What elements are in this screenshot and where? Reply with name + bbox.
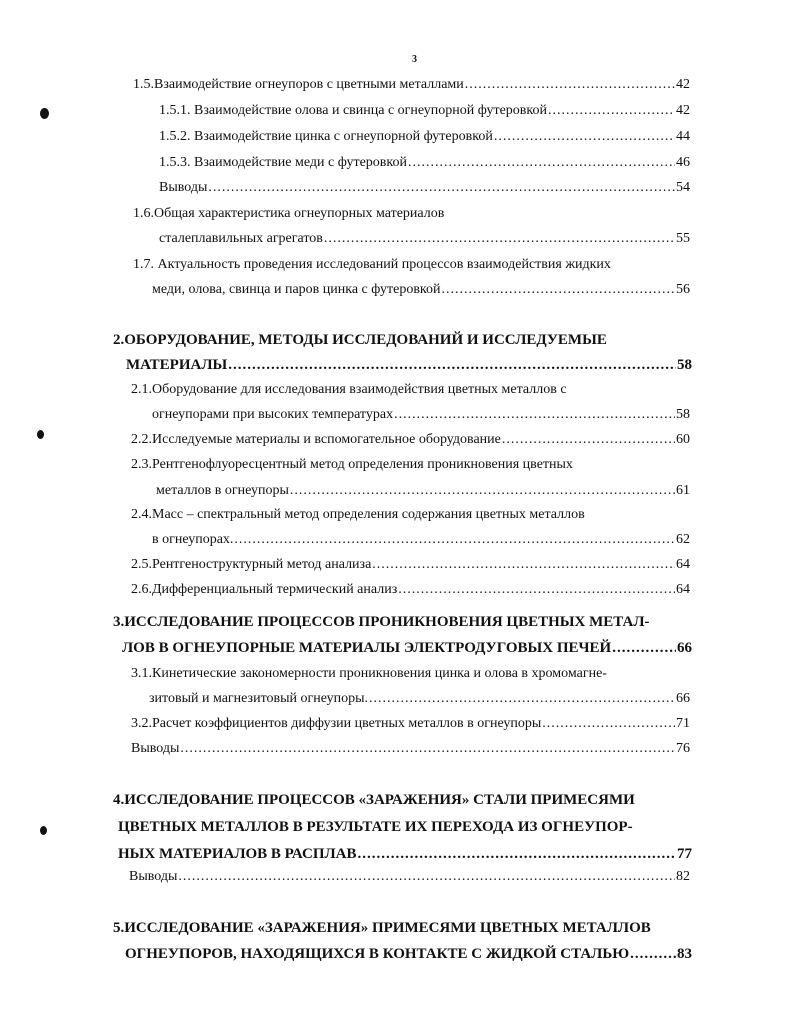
toc-entry — [159, 100, 690, 122]
toc-entry — [133, 74, 690, 96]
toc-chapter — [118, 843, 692, 865]
toc-entry — [152, 529, 690, 551]
toc-leader-dots — [630, 943, 676, 965]
toc-chapter-title: 2.ОБОРУДОВАНИЕ, МЕТОДЫ ИССЛЕДОВАНИЙ И ИССЛЕДУЕМЫЕ — [113, 332, 607, 348]
toc-entry — [131, 738, 690, 760]
toc-chapter-title: 3.ИССЛЕДОВАНИЕ ПРОЦЕССОВ ПРОНИКНОВЕНИЯ ЦВЕТНЫХ МЕТАЛ- — [113, 614, 650, 630]
toc-chapter-page: 83 — [677, 946, 692, 962]
toc-entry-page: 42 — [676, 77, 690, 92]
toc-entry-page: 55 — [676, 231, 690, 246]
toc-entry-page: 46 — [676, 155, 690, 170]
toc-entry-title: металлов в огнеупоры — [156, 483, 289, 498]
toc-entry-title: 2.6.Дифференциальный термический анализ — [131, 582, 398, 597]
toc-entry-page: 61 — [676, 483, 690, 498]
toc-leader-dots — [178, 866, 675, 888]
toc-entry — [131, 454, 690, 476]
toc-entry-title: 2.4.Масс – спектральный метод определения содержания цветных металлов — [131, 507, 585, 522]
toc-entry — [152, 279, 690, 301]
toc-entry — [131, 429, 690, 451]
toc-entry-page: 54 — [676, 180, 690, 195]
toc-leader-dots — [394, 404, 675, 426]
toc-entry-title: огнеупорами при высоких температурах — [152, 407, 394, 422]
toc-entry-title: зитовый и магнезитовый огнеупоры. — [149, 691, 369, 706]
toc-leader-dots — [234, 529, 675, 551]
toc-leader-dots — [180, 738, 675, 760]
toc-chapter — [113, 917, 690, 939]
toc-entry — [129, 866, 690, 888]
toc-entry — [131, 504, 690, 526]
toc-leader-dots — [208, 177, 675, 199]
toc-chapter — [113, 329, 690, 351]
toc-entry — [159, 126, 690, 148]
toc-entry-title: меди, олова, свинца и паров цинка с футеровкой — [152, 282, 441, 297]
toc-chapter-page: 66 — [677, 640, 692, 656]
toc-chapter-page: 58 — [677, 357, 692, 373]
toc-entry-title: 3.1.Кинетические закономерности проникновения цинка и олова в хромомагне- — [131, 666, 607, 681]
toc-entry-page: 58 — [676, 407, 690, 422]
toc-leader-dots — [465, 74, 675, 96]
toc-leader-dots — [372, 554, 675, 576]
toc-entry — [133, 203, 690, 225]
toc-entry-page: 71 — [676, 716, 690, 731]
toc-entry-page: 82 — [676, 869, 690, 884]
toc-entry — [149, 688, 690, 710]
toc-entry-title: 1.5.Взаимодействие огнеупоров с цветными металлами — [133, 77, 464, 92]
toc-leader-dots — [290, 480, 675, 502]
toc-chapter-page: 77 — [677, 846, 692, 862]
toc-entry-title: 2.2.Исследуемые материалы и вспомогательное оборудование — [131, 432, 501, 447]
toc-entry-page: 64 — [676, 582, 690, 597]
toc-entry-title: сталеплавильных агрегатов — [159, 231, 323, 246]
toc-leader-dots — [542, 713, 675, 735]
toc-leader-dots — [502, 429, 675, 451]
toc-entry-page: 62 — [676, 532, 690, 547]
toc-entry-title: 3.2.Расчет коэффициентов диффузии цветных металлов в огнеупоры — [131, 716, 542, 731]
toc-chapter — [126, 354, 692, 376]
toc-entry-page: 44 — [676, 129, 690, 144]
toc-chapter — [113, 611, 690, 633]
toc-entry-page: 60 — [676, 432, 690, 447]
scan-speck — [40, 826, 47, 835]
toc-chapter — [113, 789, 690, 811]
toc-entry-page: 66 — [676, 691, 690, 706]
toc-chapter-title: МАТЕРИАЛЫ — [126, 357, 228, 373]
toc-entry — [131, 663, 690, 685]
toc-entry-title: 1.5.2. Взаимодействие цинка с огнеупорной футеровкой — [159, 129, 493, 144]
toc-chapter-title: ОГНЕУПОРОВ, НАХОДЯЩИХСЯ В КОНТАКТЕ С ЖИДКОЙ СТАЛЬЮ — [125, 946, 630, 962]
toc-entry — [133, 254, 690, 276]
toc-entry-title: 2.3.Рентгенофлуоресцентный метод определения проникновения цветных — [131, 457, 573, 472]
scan-speck — [40, 108, 49, 119]
toc-entry-page: 64 — [676, 557, 690, 572]
toc-entry-title: Выводы — [131, 741, 180, 756]
toc-entry-title: 1.6.Общая характеристика огнеупорных материалов — [133, 206, 445, 221]
toc-entry-title: 1.7. Актуальность проведения исследований процессов взаимодействия жидких — [133, 257, 611, 272]
page-number: 3 — [412, 54, 417, 65]
toc-leader-dots — [442, 279, 675, 301]
toc-leader-dots — [408, 152, 675, 174]
toc-chapter — [122, 637, 692, 659]
toc-chapter-title: ЦВЕТНЫХ МЕТАЛЛОВ В РЕЗУЛЬТАТЕ ИХ ПЕРЕХОДА ИЗ ОГНЕУПОР- — [118, 819, 633, 835]
toc-leader-dots — [358, 843, 676, 865]
toc-entry — [159, 152, 690, 174]
toc-entry-page: 76 — [676, 741, 690, 756]
toc-chapter-title: ЛОВ В ОГНЕУПОРНЫЕ МАТЕРИАЛЫ ЭЛЕКТРОДУГОВЫХ ПЕЧЕЙ — [122, 640, 612, 656]
toc-leader-dots — [369, 688, 675, 710]
toc-entry-title: 1.5.3. Взаимодействие меди с футеровкой — [159, 155, 407, 170]
toc-chapter — [125, 943, 692, 965]
toc-chapter-title: 5.ИССЛЕДОВАНИЕ «ЗАРАЖЕНИЯ» ПРИМЕСЯМИ ЦВЕТНЫХ МЕТАЛЛОВ — [113, 920, 651, 936]
toc-chapter-title: 4.ИССЛЕДОВАНИЕ ПРОЦЕССОВ «ЗАРАЖЕНИЯ» СТАЛИ ПРИМЕСЯМИ — [113, 792, 635, 808]
toc-leader-dots — [548, 100, 675, 122]
toc-entry — [131, 379, 690, 401]
toc-entry — [131, 554, 690, 576]
toc-chapter — [118, 816, 690, 838]
toc-entry-title: в огнеупорах. — [152, 532, 234, 547]
toc-entry — [159, 228, 690, 250]
toc-entry-title: Выводы — [129, 869, 178, 884]
toc-entry-page: 56 — [676, 282, 690, 297]
toc-entry — [131, 579, 690, 601]
toc-entry-title: 1.5.1. Взаимодействие олова и свинца с огнеупорной футеровкой — [159, 103, 547, 118]
toc-leader-dots — [612, 637, 676, 659]
toc-entry — [159, 177, 690, 199]
toc-leader-dots — [398, 579, 675, 601]
toc-leader-dots — [324, 228, 675, 250]
toc-entry-title: Выводы — [159, 180, 208, 195]
toc-entry — [131, 713, 690, 735]
toc-entry-page: 42 — [676, 103, 690, 118]
toc-entry — [156, 480, 690, 502]
toc-chapter-title: НЫХ МАТЕРИАЛОВ В РАСПЛАВ — [118, 846, 357, 862]
toc-leader-dots — [494, 126, 675, 148]
toc-entry — [152, 404, 690, 426]
scan-speck — [37, 430, 44, 439]
toc-entry-title: 2.5.Рентгеноструктурный метод анализа — [131, 557, 372, 572]
toc-leader-dots — [228, 354, 676, 376]
toc-entry-title: 2.1.Оборудование для исследования взаимодействия цветных металлов с — [131, 382, 567, 397]
